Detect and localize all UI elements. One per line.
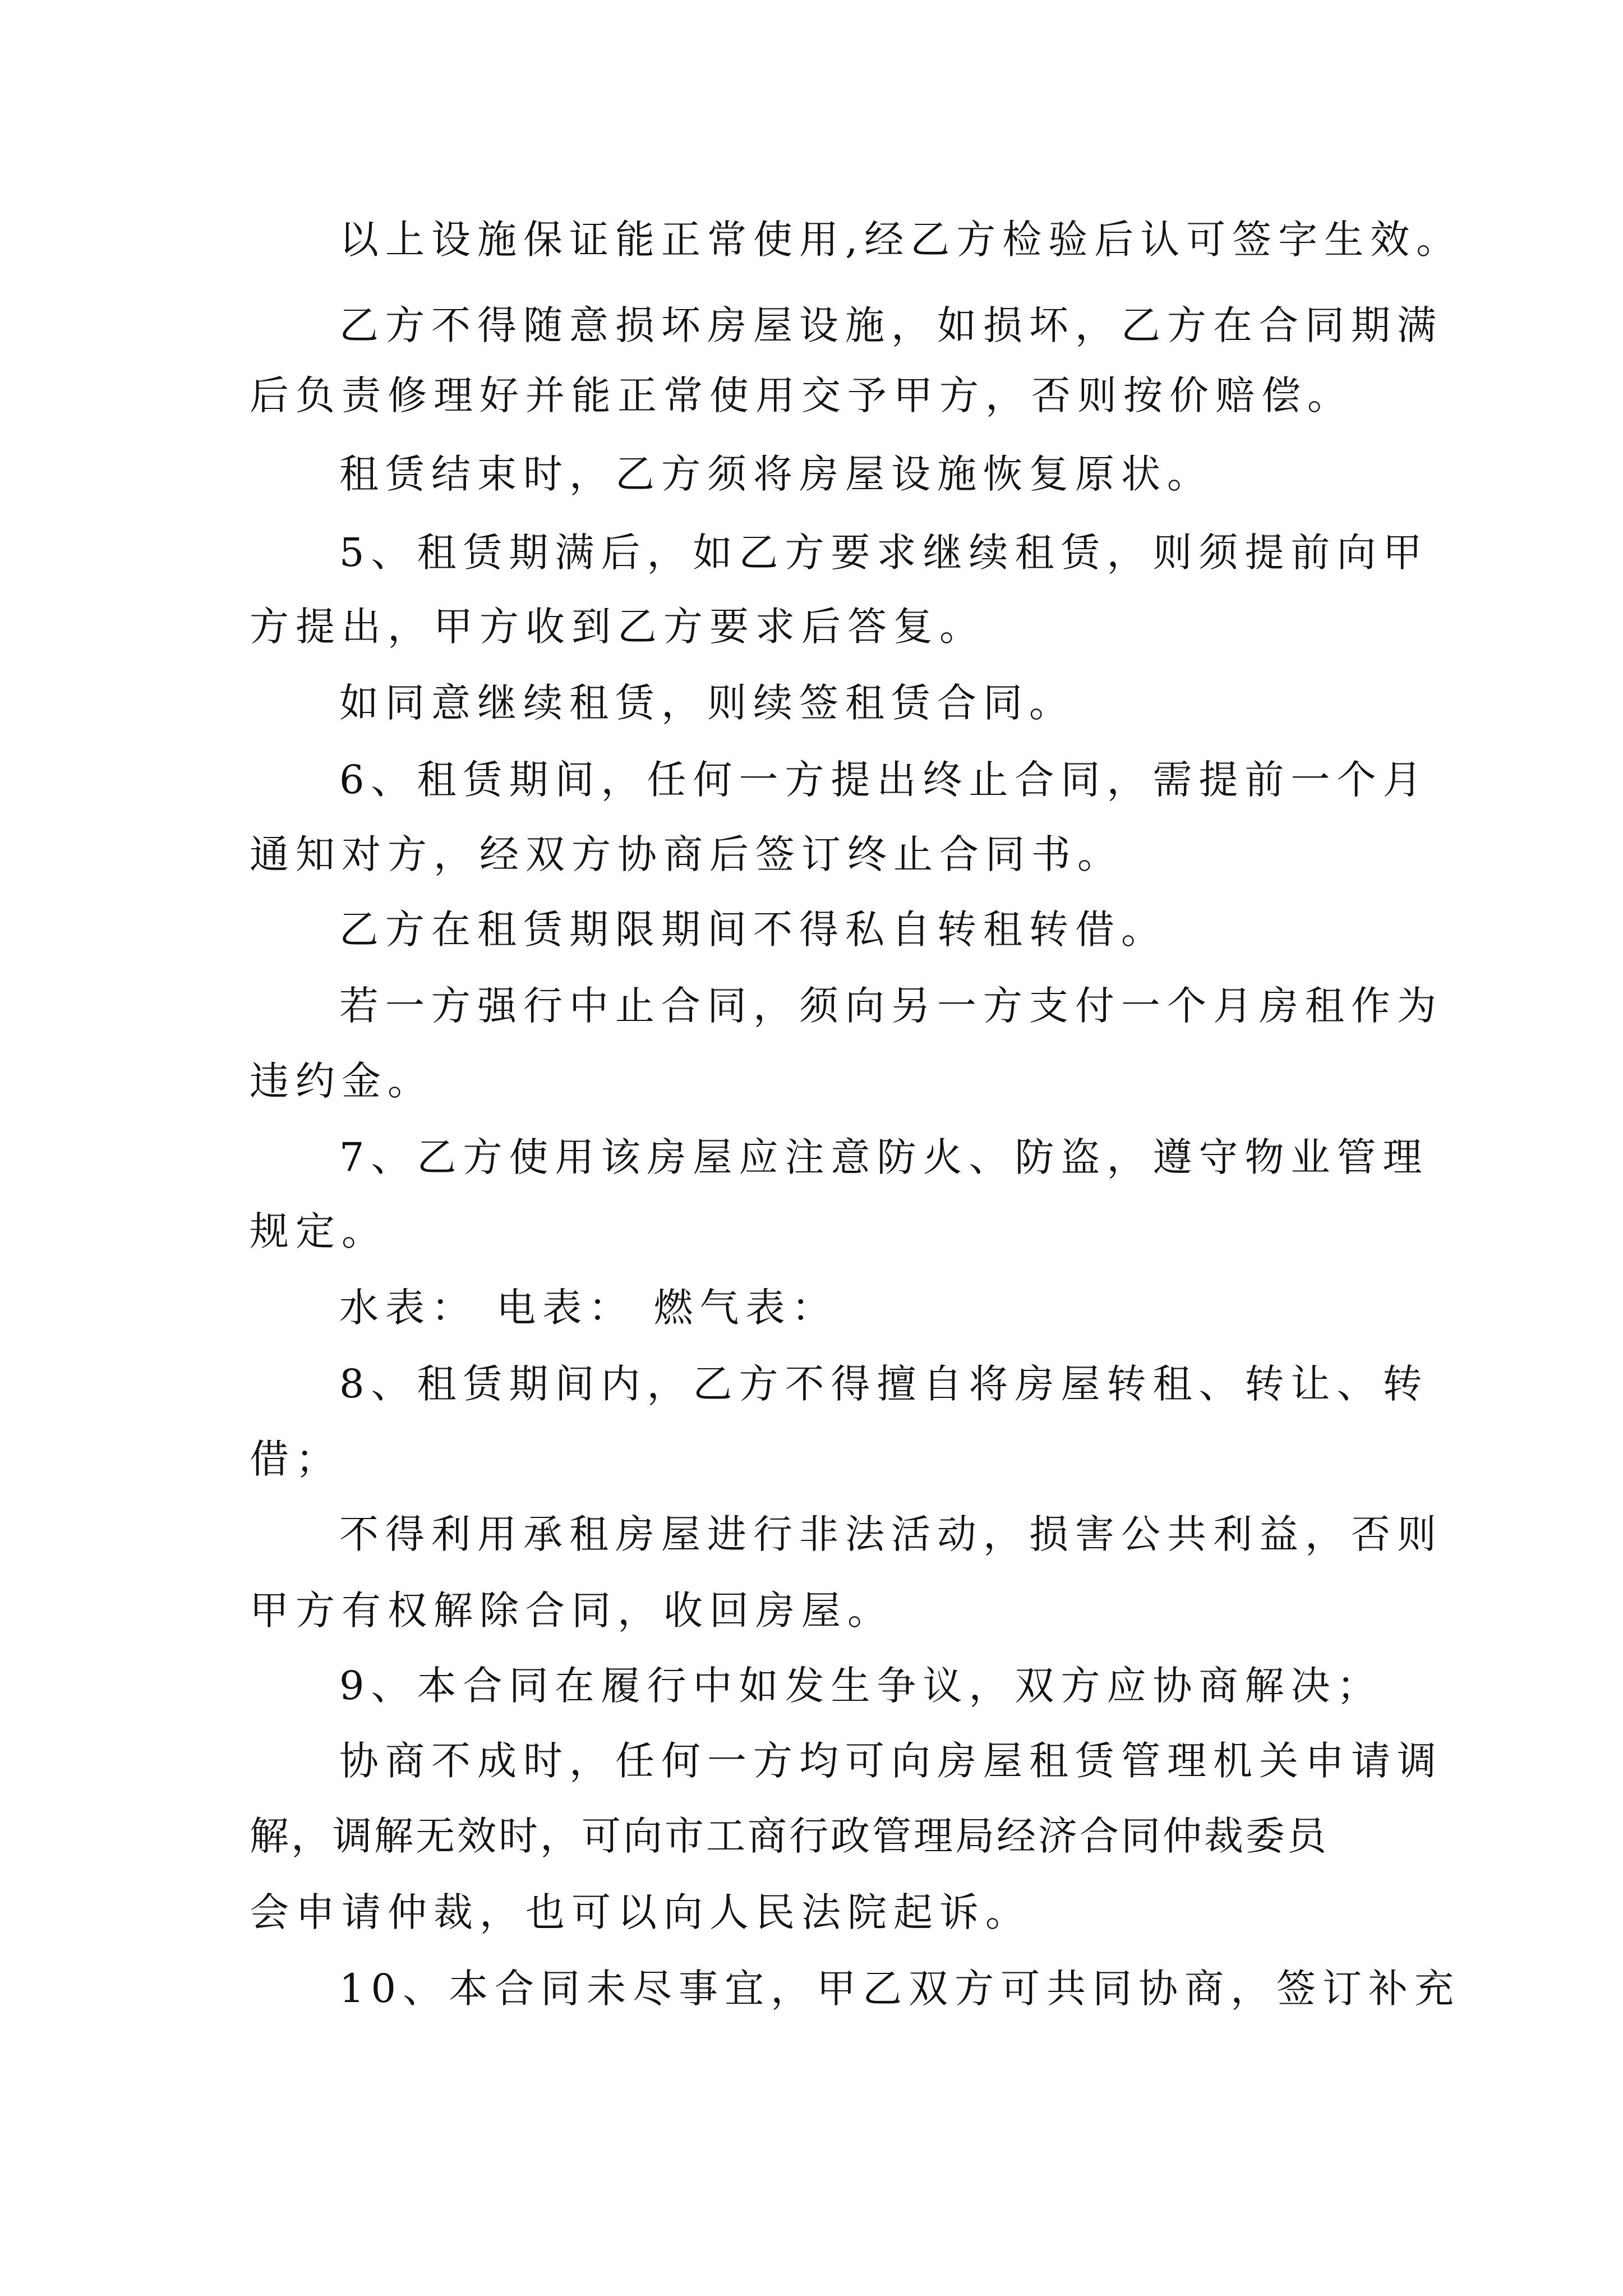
paragraph-line: 乙方不得随意损坏房屋设施，如损坏，乙方在合同期满: [339, 302, 1443, 348]
paragraph-line: 借；: [250, 1436, 342, 1482]
paragraph-line: 后负责修理好并能正常使用交予甲方，否则按价赔偿。: [250, 372, 1353, 418]
paragraph-line: 6、租赁期间，任何一方提出终止合同，需提前一个月: [339, 757, 1429, 803]
paragraph-line: 规定。: [250, 1208, 388, 1254]
paragraph-line: 协商不成时，任何一方均可向房屋租赁管理机关申请调: [339, 1738, 1443, 1784]
paragraph-line: 5、租赁期满后，如乙方要求继续租赁，则须提前向甲: [339, 530, 1429, 576]
paragraph-line: 若一方强行中止合同，须向另一方支付一个月房租作为: [339, 983, 1443, 1029]
paragraph-line: 9、本合同在履行中如发生争议，双方应协商解决；: [339, 1663, 1383, 1709]
paragraph-line: 租赁结束时，乙方须将房屋设施恢复原状。: [339, 451, 1213, 497]
paragraph-line: 违约金。: [250, 1058, 434, 1104]
paragraph-line: 如同意继续租赁，则续签租赁合同。: [339, 680, 1075, 726]
paragraph-line: 以上设施保证能正常使用,经乙方检验后认可签字生效。: [339, 217, 1463, 263]
paragraph-line: 8、租赁期间内，乙方不得擅自将房屋转租、转让、转: [339, 1361, 1429, 1407]
paragraph-line: 乙方在租赁期限期间不得私自转租转借。: [339, 907, 1167, 953]
paragraph-line: 解，调解无效时，可向市工商行政管理局经济合同仲裁委员: [250, 1813, 1329, 1859]
paragraph-line: 10、本合同未尽事宜，甲乙双方可共同协商，签订补充: [339, 1966, 1461, 2012]
paragraph-line: 会申请仲裁，也可以向人民法院起诉。: [250, 1889, 1031, 1935]
paragraph-line: 7、乙方使用该房屋应注意防火、防盗，遵守物业管理: [339, 1134, 1429, 1180]
paragraph-line: 不得利用承租房屋进行非法活动，损害公共利益，否则: [339, 1511, 1443, 1557]
paragraph-line: 方提出，甲方收到乙方要求后答复。: [250, 604, 985, 650]
paragraph-line: 甲方有权解除合同，收回房屋。: [250, 1588, 893, 1634]
paragraph-line: 水表： 电表： 燃气表：: [339, 1285, 838, 1331]
paragraph-line: 通知对方，经双方协商后签订终止合同书。: [250, 831, 1123, 877]
